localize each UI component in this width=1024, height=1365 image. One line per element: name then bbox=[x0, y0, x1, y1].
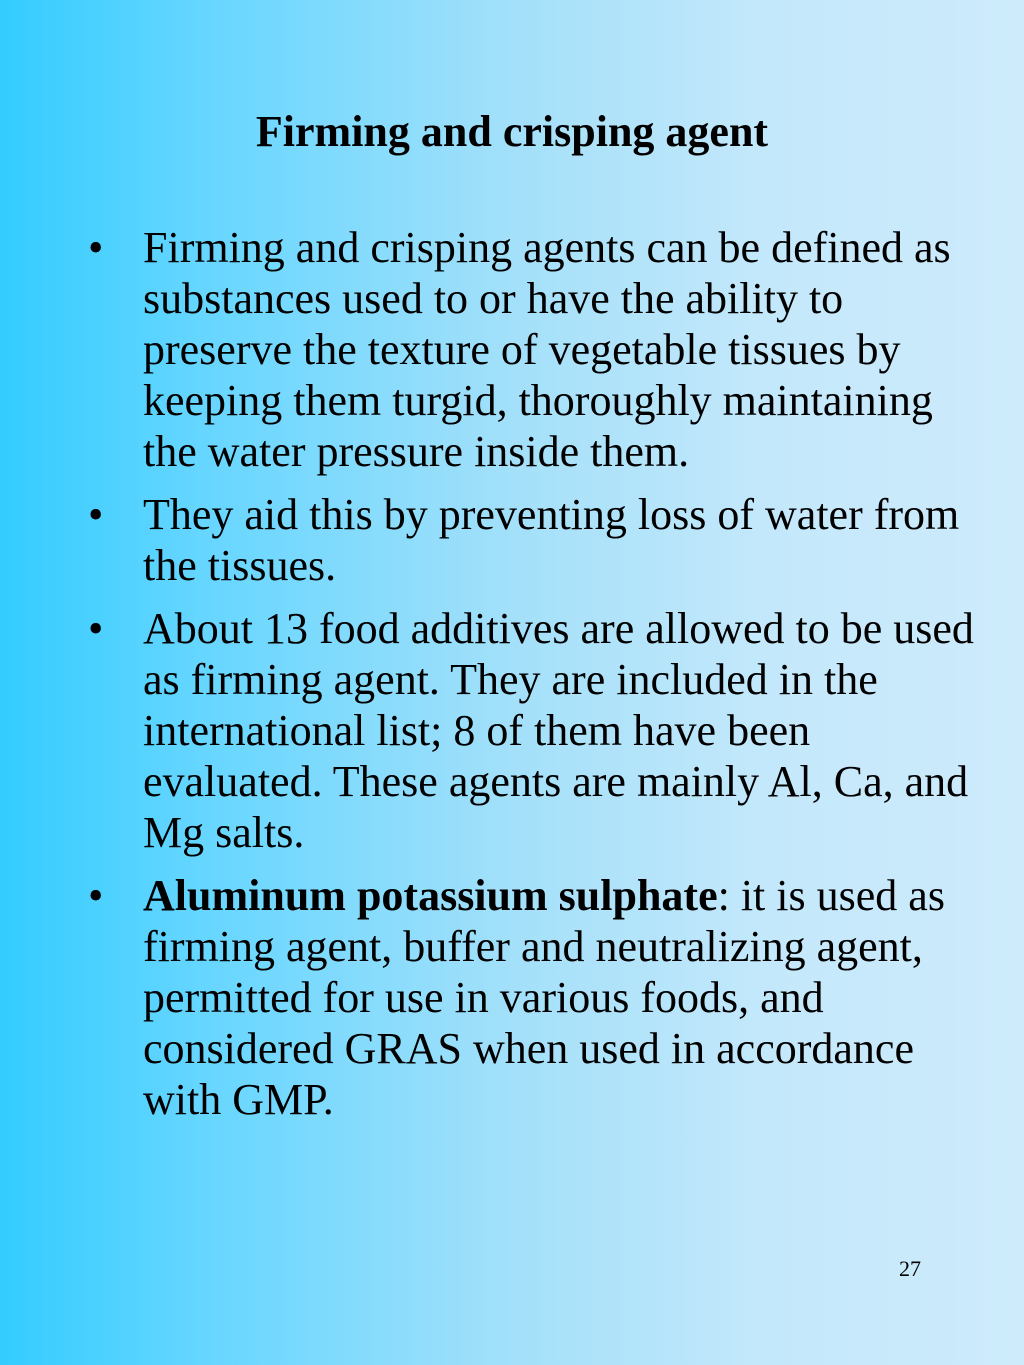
bullet-icon: • bbox=[88, 871, 104, 920]
bullet-item-3 bbox=[88, 603, 988, 858]
bullet-item-4 bbox=[88, 870, 988, 1125]
bullet-text: About 13 food additives are allowed to be used as firming agent. They are included in the international list; 8 of them have been evaluated. These agents are mainly Al, Ca, and Mg salts. bbox=[143, 604, 974, 857]
bullet-icon: • bbox=[88, 604, 104, 653]
page-number: 27 bbox=[899, 1256, 921, 1281]
bullet-term: Aluminum potassium sulphate bbox=[143, 871, 718, 920]
bullet-icon: • bbox=[88, 490, 104, 539]
slide-title: Firming and crisping agent bbox=[255, 107, 769, 156]
bullet-list bbox=[88, 222, 988, 1137]
bullet-icon: • bbox=[88, 223, 104, 272]
bullet-text: They aid this by preventing loss of water from the tissues. bbox=[143, 490, 960, 590]
bullet-text: Firming and crisping agents can be defined as substances used to or have the ability to preserve the texture of vegetable tissues by keeping them turgid, thoroughly maintaining the water pressure inside them. bbox=[143, 223, 951, 476]
bullet-text: : it is used as firming agent, buffer and neutralizing agent, permitted for use in various foods, and considered GRAS when used in accordance with GMP. bbox=[143, 871, 945, 1124]
bullet-item-2 bbox=[88, 489, 988, 591]
bullet-item-1 bbox=[88, 222, 988, 477]
